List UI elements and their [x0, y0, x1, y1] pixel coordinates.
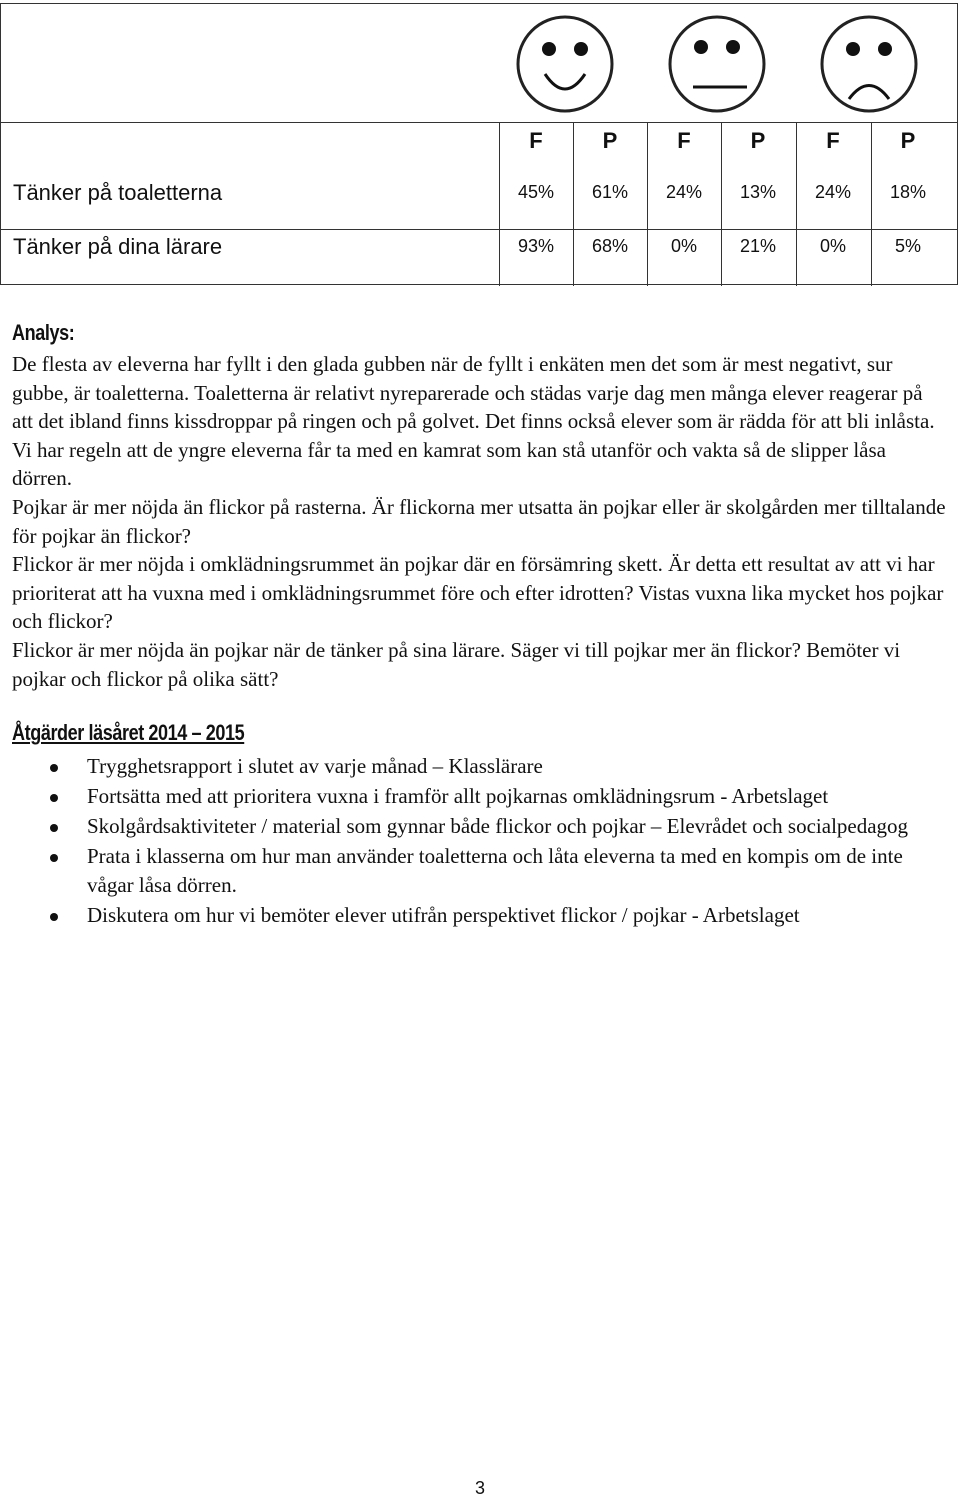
- table-cell: 93%: [517, 236, 555, 256]
- table-cell: 13%: [739, 182, 777, 202]
- list-item-text: Fortsätta med att prioritera vuxna i framför allt pojkarnas omklädningsrum - Arbetslaget: [87, 784, 829, 808]
- bullet-icon: [50, 824, 58, 832]
- list-item-text: Trygghetsrapport i slutet av varje månad – Klasslärare: [87, 754, 543, 778]
- row-label: Tänker på dina lärare: [13, 234, 223, 259]
- bullet-icon: [50, 854, 58, 862]
- table-cell: 5%: [894, 236, 921, 256]
- analysis-paragraph: Pojkar är mer nöjda än flickor på rasterna. Är flickorna mer utsatta än pojkar eller är skolgården mer tilltalande för pojkar än flickor?: [12, 494, 946, 548]
- analysis-paragraph: Flickor är mer nöjda i omklädningsrummet än pojkar där en försämring skett. Är detta ett resultat av att vi har prioriterat att ha vuxna med i omklädningsrummet före och efter idrotten? Vistas vuxna lika mycket hos pojkar och flickor?: [12, 552, 944, 634]
- analysis-text: [12, 350, 948, 693]
- column-header: F: [529, 128, 543, 153]
- list-item: [0, 901, 950, 930]
- bullet-icon: [50, 913, 58, 921]
- actions-list: [0, 752, 950, 931]
- neutral-face-icon: [667, 14, 767, 114]
- column-header: F: [677, 128, 691, 153]
- sad-face-icon: [819, 14, 919, 114]
- actions-heading: Åtgärder läsåret 2014 – 2015: [12, 720, 245, 745]
- column-header: P: [750, 128, 766, 153]
- column-header: F: [826, 128, 840, 153]
- list-item: [0, 752, 950, 781]
- table-cell: 61%: [591, 182, 629, 202]
- table-cell: 24%: [665, 182, 703, 202]
- table-cell: 24%: [814, 182, 852, 202]
- table-cell: 21%: [739, 236, 777, 256]
- list-item: [0, 812, 950, 841]
- row-label: Tänker på toaletterna: [13, 180, 223, 205]
- list-item-text: Prata i klasserna om hur man använder toaletterna och låta eleverna ta med en kompis om de inte vågar låsa dörren.: [87, 844, 903, 897]
- bullet-icon: [50, 794, 58, 802]
- analysis-heading: Analys:: [12, 320, 75, 345]
- column-header: P: [900, 128, 916, 153]
- list-item: [0, 842, 950, 900]
- table-cell: 18%: [889, 182, 927, 202]
- bullet-icon: [50, 764, 58, 772]
- table-cell: 68%: [591, 236, 629, 256]
- table-cell: 0%: [670, 236, 697, 256]
- table-divider: [1, 122, 957, 123]
- table-cell: 45%: [517, 182, 555, 202]
- analysis-paragraph: Flickor är mer nöjda än pojkar när de tänker på sina lärare. Säger vi till pojkar mer än flickor? Bemöter vi pojkar och flickor på olika sätt?: [12, 637, 901, 691]
- happy-face-icon: [515, 14, 615, 114]
- table-divider: [1, 229, 957, 230]
- table-cell: 0%: [819, 236, 846, 256]
- face-scale: [499, 14, 959, 122]
- column-header: P: [602, 128, 618, 153]
- analysis-paragraph: De flesta av eleverna har fyllt i den glada gubben när de fyllt i enkäten men det som är mest negativt, sur gubbe, är toaletterna. Toaletterna är relativt nyreparerade och städas varje dag men många elever reagerar på att det ibland finns kissdroppar på ringen och på golvet. Det finns också elever som är rädda för att bli inlåsta. Vi har regeln att de yngre eleverna får ta med en kamrat som kan stå utanför och vakta så de slipper låsa dörren.: [12, 352, 935, 491]
- page-number: 3: [474, 1478, 485, 1498]
- list-item-text: Diskutera om hur vi bemöter elever utifrån perspektivet flickor / pojkar - Arbetslaget: [87, 903, 800, 927]
- list-item-text: Skolgårdsaktiviteter / material som gynnar både flickor och pojkar – Elevrådet och socialpedagog: [87, 814, 909, 838]
- survey-table: [0, 3, 958, 285]
- list-item: [0, 782, 950, 811]
